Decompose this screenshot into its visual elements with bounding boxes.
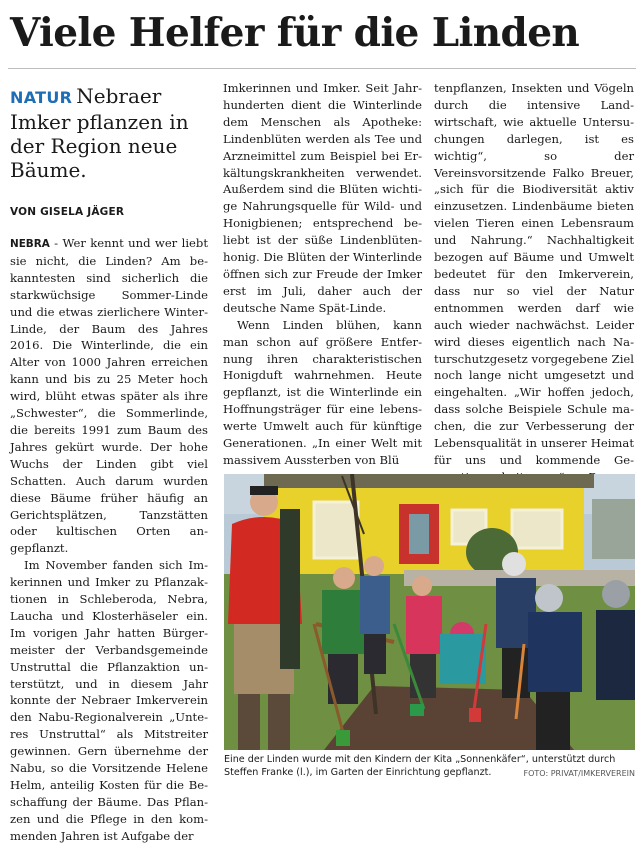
paragraph: Imkerinnen und Imker. Seit Jahrhunderten dient die Winterlinde dem Menschen als Apotheke: Lindenblüten werden als Tee und Arzneimittel zum Beispiel bei Erkältungskrankheiten verwendet. Außerdem sind die Blüten wichtige Nahrungsquelle für Wild- und Honigbienen; entsprechend beliebt ist der süße Lindenblütenhonig. Die Blüten der Winterlinde öffnen sich zur Freude der Imker erst im Juli, daher auch der deutsche Name Spät-Linde. <box>223 81 422 315</box>
subheadline-text: Nebraer Imker pflanzen in der Region neue Bäume. <box>10 84 189 182</box>
column-1 <box>10 235 208 845</box>
photo-credit: FOTO: PRIVAT/IMKERVEREIN <box>523 769 635 778</box>
paragraph <box>10 235 208 557</box>
paragraph: Im November fanden sich Imkerinnen und Imker zu Pflanzaktionen in Schleberoda, Nebra, Laucha und Klosterhäseler ein. Im vorigen Jahr hatten Bürgermeister der Verbandsgemeinde Unstruttal die Pflanzaktion unterstützt, und in diesem Jahr konnte der Nebraer Imkerverein den Nabu-Regionalverein „Unteres Unstruttal“ als Mitstreiter gewinnen. Gern übernehme der Nabu, so die Vorsitzende Helene Helm, anteilig Kosten für die Beschaffung der Bäume. Das Pflanzen und die Pflege in den kommenden Jahren ist Aufgabe der <box>10 558 208 843</box>
kicker: NATUR <box>10 88 73 107</box>
photo <box>224 474 635 750</box>
paragraph: tenpflanzen, Insekten und Vögeln durch die intensive Landwirtschaft, wie aktuelle Untersuchungen darlegen, ist es wichtig“, so der Vereinsvorsitzende Falko Breuer, „sich für die Biodiversität aktiv einzusetzen. Lindenbäume bieten vielen Tieren einen Lebensraum und Nahrung.“ Nachhaltigkeit bezogen auf Bäume und Umwelt bedeutet für den Imkerverein, dass nur so viel der Natur entnommen werden darf wie auch wieder nachwächst. Leider wird dieses eigentlich nach Naturschutzgesetz vorgegebene Ziel noch lange nicht umgesetzt und eingehalten. „Wir hoffen jedoch, dass solche Beispiele Schule machen, die zur Verbesserung der Lebensqualität in unserer Heimat für uns und kommende Ge <box>434 81 634 467</box>
paragraph: Wenn Linden blühen, kann man schon auf größere Entfernung ihren charakteristischen Honigduft wahrnehmen. Heute gepflanzt, ist die Winterlinde ein Hoffnungsträger für eine lebenswerte Umwelt auch für künftige Generationen. „In einer Welt mit massivem Aussterben von Blü <box>223 317 422 467</box>
photo-illustration <box>224 474 635 750</box>
dateline: NEBRA <box>10 238 50 250</box>
headline: Viele Helfer für die Linden <box>10 10 580 56</box>
column-2 <box>223 80 422 469</box>
subheadline <box>10 84 205 182</box>
photo-caption <box>224 753 635 780</box>
byline: VON GISELA JÄGER <box>10 206 125 218</box>
caption-text: Eine der Linden wurde mit den Kindern der Kita „Sonnenkäfer“, unterstützt durch Steffen Franke (l.), im Garten der Einrichtung gepflanzt. <box>224 754 616 778</box>
column-3 <box>434 80 634 486</box>
headline-rule <box>8 68 636 69</box>
paragraph-text: - Wer kennt und wer liebt sie nicht, die Linden? Am bekanntesten sind sicherlich die starkwüchsige Sommer-Linde und die etwas zierlichere Winter-Linde, der Baum des Jahres 2016. Die Winterlinde, die ein Alter von 1000 Jahren erreichen kann und bis zu 25 Meter hoch wird, blüht etwas später als ihre „Schwester“, die Sommerlinde, die bereits 1991 zum Baum des Jahres gekürt wurde. Der hohe Wuchs der Linden gibt viel Schatten. Auch darum wurden diese Bäume früher häufig an Gerichtsplätzen, Tanzstätten oder kultischen Orten angepflanzt. <box>10 236 208 556</box>
